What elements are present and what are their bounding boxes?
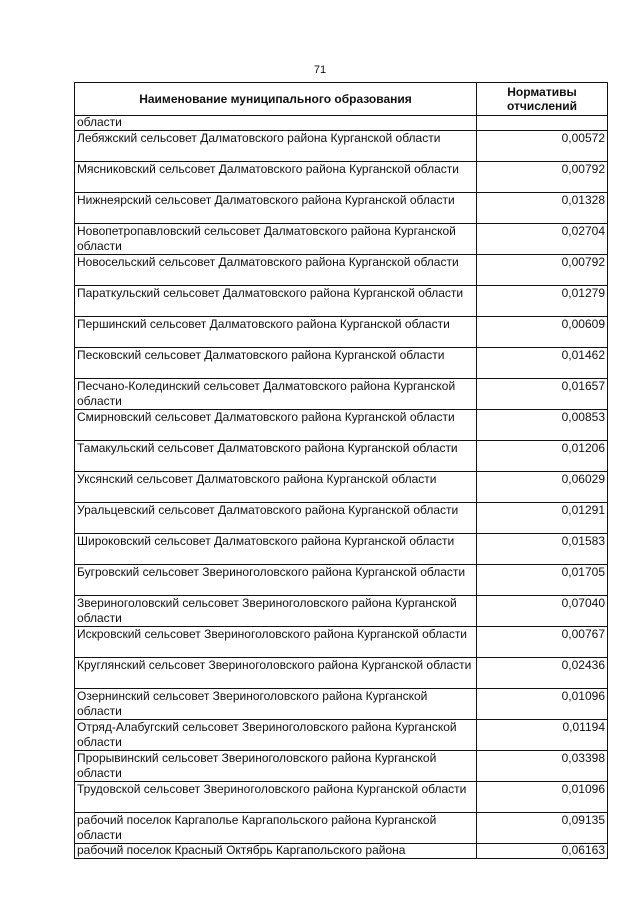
table-row (75, 286, 608, 317)
table-row (75, 689, 608, 720)
table-row (75, 782, 608, 813)
table-row-partial (75, 844, 608, 859)
cell-value: 0,01279 (477, 286, 608, 317)
cell-value: 0,03398 (477, 751, 608, 782)
cell-value: 0,06029 (477, 472, 608, 503)
cell-value: 0,01328 (477, 193, 608, 224)
cell-name: Отряд-Алабугский сельсовет Звериноголовского района Курганской области (75, 720, 477, 751)
cell-value: 0,01705 (477, 565, 608, 596)
cell-value: 0,09135 (477, 813, 608, 844)
table-row (75, 720, 608, 751)
header-name: Наименование муниципального образования (75, 83, 477, 116)
cell-name: Першинский сельсовет Далматовского района Курганской области (75, 317, 477, 348)
cell-value: 0,01194 (477, 720, 608, 751)
cell-value: 0,00792 (477, 162, 608, 193)
cell-name: Озернинский сельсовет Звериноголовского района Курганской области (75, 689, 477, 720)
table-row (75, 441, 608, 472)
table-row (75, 379, 608, 410)
cell-value: 0,00767 (477, 627, 608, 658)
cell-name: Мясниковский сельсовет Далматовского района Курганской области (75, 162, 477, 193)
cell-name: Тамакульский сельсовет Далматовского района Курганской области (75, 441, 477, 472)
cell-value: 0,02436 (477, 658, 608, 689)
cell-value: 0,07040 (477, 596, 608, 627)
table-body (75, 116, 608, 859)
cell-name: Круглянский сельсовет Звериноголовского района Курганской области (75, 658, 477, 689)
cell-name: Новосельский сельсовет Далматовского района Курганской области (75, 255, 477, 286)
cell-value (477, 116, 608, 131)
cell-name: Смирновский сельсовет Далматовского района Курганской области (75, 410, 477, 441)
cell-name: Прорывинский сельсовет Звериноголовского района Курганской области (75, 751, 477, 782)
cell-name: рабочий поселок Красный Октябрь Каргапольского района (75, 844, 477, 859)
table-row (75, 472, 608, 503)
cell-value: 0,02704 (477, 224, 608, 255)
table-row (75, 255, 608, 286)
table-row (75, 317, 608, 348)
table-row (75, 565, 608, 596)
table-row (75, 348, 608, 379)
cell-name: Звериноголовский сельсовет Звериноголовского района Курганской области (75, 596, 477, 627)
cell-name: Нижнеярский сельсовет Далматовского района Курганской области (75, 193, 477, 224)
cell-value: 0,01206 (477, 441, 608, 472)
table-row (75, 534, 608, 565)
cell-value: 0,00792 (477, 255, 608, 286)
page-number: 71 (313, 64, 327, 76)
cell-name: Бугровский сельсовет Звериноголовского района Курганской области (75, 565, 477, 596)
cell-value: 0,01096 (477, 689, 608, 720)
allocation-table (74, 82, 608, 859)
cell-name: Уральцевский сельсовет Далматовского района Курганской области (75, 503, 477, 534)
cell-name: Уксянский сельсовет Далматовского района Курганской области (75, 472, 477, 503)
cell-value: 0,01096 (477, 782, 608, 813)
cell-name: Искровский сельсовет Звериноголовского района Курганской области (75, 627, 477, 658)
table-row (75, 193, 608, 224)
table-row (75, 503, 608, 534)
cell-value: 0,01291 (477, 503, 608, 534)
table-row (75, 658, 608, 689)
cell-name: Широковский сельсовет Далматовского района Курганской области (75, 534, 477, 565)
table-row (75, 131, 608, 162)
cell-name: Трудовской сельсовет Звериноголовского района Курганской области (75, 782, 477, 813)
cell-name: Песчано-Колединский сельсовет Далматовского района Курганской области (75, 379, 477, 410)
cell-value: 0,01657 (477, 379, 608, 410)
cell-name: Песковский сельсовет Далматовского района Курганской области (75, 348, 477, 379)
table-row (75, 596, 608, 627)
table-row (75, 162, 608, 193)
cell-value: 0,01462 (477, 348, 608, 379)
cell-name: Параткульский сельсовет Далматовского района Курганской области (75, 286, 477, 317)
table-row-fragment (75, 116, 608, 131)
table-row (75, 224, 608, 255)
cell-value: 0,01583 (477, 534, 608, 565)
table-row (75, 813, 608, 844)
cell-value: 0,06163 (477, 844, 608, 859)
table-row (75, 410, 608, 441)
cell-value: 0,00853 (477, 410, 608, 441)
table-row (75, 751, 608, 782)
header-value: Нормативы отчислений (477, 83, 608, 116)
cell-name: Новопетропавловский сельсовет Далматовского района Курганской области (75, 224, 477, 255)
cell-value: 0,00609 (477, 317, 608, 348)
cell-name: области (75, 116, 477, 131)
cell-name: Лебяжский сельсовет Далматовского района Курганской области (75, 131, 477, 162)
table-header-row (75, 83, 608, 116)
table-row (75, 627, 608, 658)
cell-value: 0,00572 (477, 131, 608, 162)
cell-name: рабочий поселок Каргаполье Каргапольского района Курганской области (75, 813, 477, 844)
